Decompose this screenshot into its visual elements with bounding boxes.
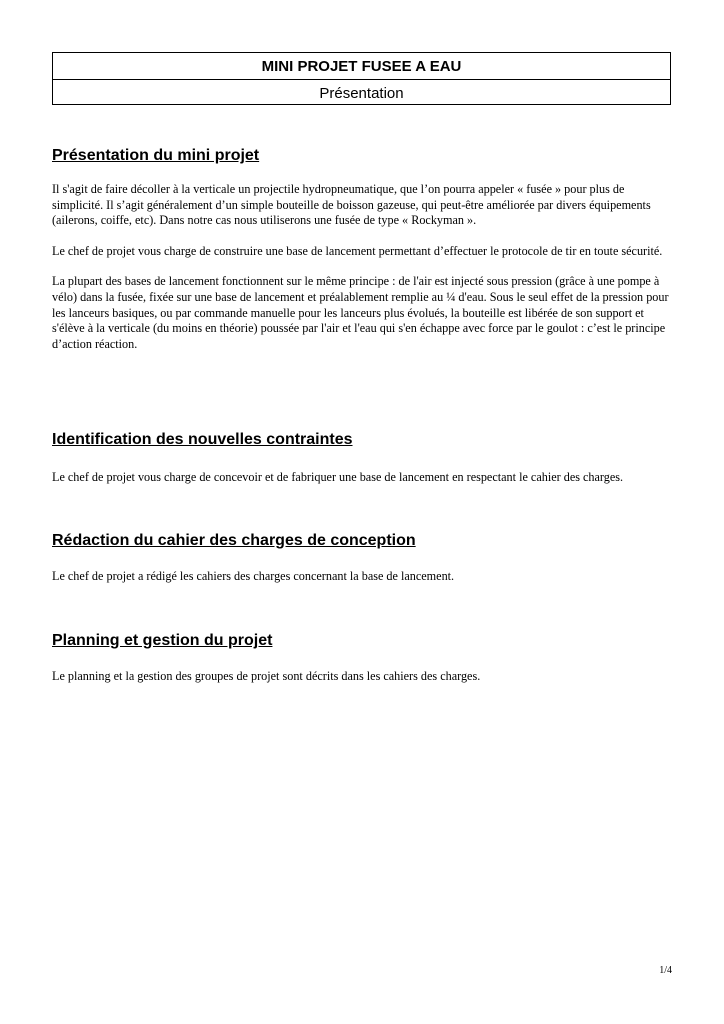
document-title: MINI PROJET FUSEE A EAU <box>53 53 670 80</box>
paragraph: Le planning et la gestion des groupes de projet sont décrits dans les cahiers des charges. <box>52 669 481 683</box>
paragraph: Le chef de projet vous charge de concevoir et de fabriquer une base de lancement en respectant le cahier des charges. <box>52 470 624 484</box>
section-heading: Planning et gestion du projet <box>52 632 273 649</box>
paragraph: Il s'agit de faire décoller à la verticale un projectile hydropneumatique, que l’on pourra appeler « fusée » pour plus de simplicité. Il s’agit généralement d’un simple bouteille de boisson gazeuse, qui peut-être améliorée par divers équipements (ailerons, coiffe, etc). Dans notre cas nous utiliserons une fusée de type « Rockyman ». <box>52 182 651 228</box>
paragraph: Le chef de projet vous charge de construire une base de lancement permettant d’effectuer le protocole de tir en toute sécurité. <box>52 243 663 258</box>
section-presentation <box>52 146 672 352</box>
document-subtitle: Présentation <box>319 84 404 102</box>
page-number: 1/4 <box>659 965 672 976</box>
paragraph: La plupart des bases de lancement fonctionnent sur le même principe : de l'air est injecté sous pression (grâce à une pompe à vélo) dans la fusée, fixée sur une base de lancement et préalablement remplie au ¼ d'eau. Sous le seul effet de la pression pour les lanceurs basiques, ou par commande manuelle pour les lanceurs plus évolués, la bouteille est libérée de son support et s'élève à la verticale (du moins en théorie) poussée par l'air et l'eau qui s'en échappe avec force par le goulot : c’est le principe d’action réaction. <box>52 274 669 351</box>
section-planning <box>52 631 672 685</box>
section-heading: Rédaction du cahier des charges de conception <box>52 532 416 549</box>
section-heading: Identification des nouvelles contraintes <box>52 431 353 448</box>
section-heading: Présentation du mini projet <box>52 147 260 164</box>
section-cahier-des-charges <box>52 531 672 585</box>
paragraph: Le chef de projet a rédigé les cahiers des charges concernant la base de lancement. <box>52 569 455 583</box>
header-box <box>52 52 671 105</box>
section-contraintes <box>52 430 672 486</box>
